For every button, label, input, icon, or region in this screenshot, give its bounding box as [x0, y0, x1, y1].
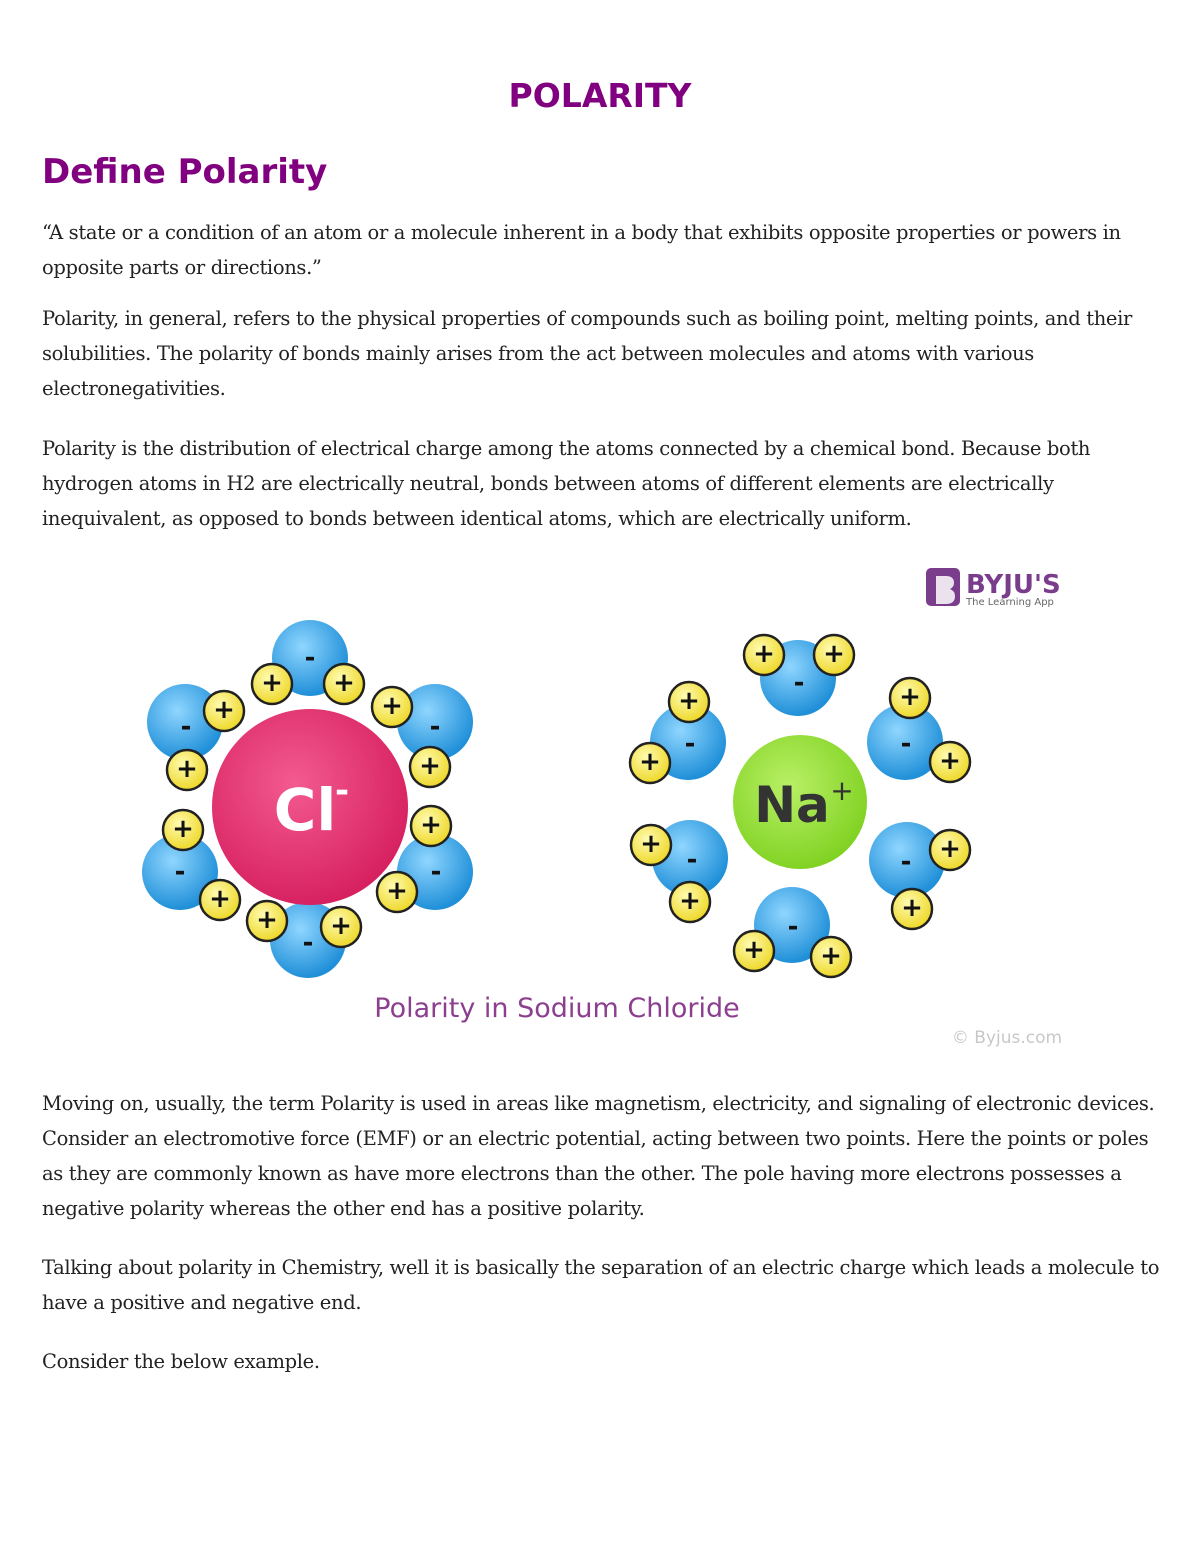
paragraph-chemistry: Talking about polarity in Chemistry, well it is basically the separation of an electric charge which leads a molecule to have a positive and negative end. — [42, 1256, 1160, 1314]
water-molecule — [631, 820, 728, 922]
minus-sign: - — [429, 712, 441, 742]
plus-sign: + — [939, 834, 961, 864]
plus-sign: + — [678, 686, 700, 716]
plus-sign: + — [419, 751, 441, 781]
paragraph-distribution: Polarity is the distribution of electrical charge among the atoms connected by a chemical bond. Because both hydrogen atoms in H2 are electrically neutral, bonds between atoms of different elements are electrically inequivalent, as opposed to bonds between identical atoms, which are electrically uniform. — [42, 437, 1091, 530]
minus-sign: - — [686, 845, 698, 875]
plus-sign: + — [743, 935, 765, 965]
water-molecule — [734, 887, 851, 977]
figure-caption: Polarity in Sodium Chloride — [374, 993, 740, 1024]
minus-sign: - — [787, 912, 799, 942]
minus-sign: - — [304, 643, 316, 673]
sodium-charge: + — [830, 774, 854, 807]
plus-sign: + — [899, 682, 921, 712]
plus-sign: + — [209, 884, 231, 914]
plus-sign: + — [256, 905, 278, 935]
plus-sign: + — [213, 695, 235, 725]
water-molecule — [252, 620, 364, 704]
minus-sign: - — [180, 712, 192, 742]
water-molecule — [744, 635, 854, 716]
logo-tagline: The Learning App — [966, 597, 1054, 608]
paragraph-general: Polarity, in general, refers to the physical properties of compounds such as boiling point, melting points, and their solubilities. The polarity of bonds mainly arises from the act between molecules and atoms with various electronegativities. — [42, 307, 1132, 400]
minus-sign: - — [900, 847, 912, 877]
water-molecule — [247, 901, 361, 978]
sodium-chloride-figure — [120, 560, 1080, 1060]
plus-sign: + — [386, 876, 408, 906]
page-title: POLARITY — [508, 76, 692, 115]
plus-sign: + — [901, 893, 923, 923]
minus-sign: - — [684, 729, 696, 759]
plus-sign: + — [640, 829, 662, 859]
minus-sign: - — [302, 928, 314, 958]
plus-sign: + — [679, 886, 701, 916]
paragraph-electricity: Moving on, usually, the term Polarity is used in areas like magnetism, electricity, and signaling of electronic devices. Consider an electromotive force (EMF) or an electric potential, acting between two points. Here the points or poles as they are commonly known as have more electrons than the other. The pole having more electrons possesses a negative polarity whereas the other end has a positive polarity. — [42, 1092, 1155, 1220]
figure-watermark: © Byjus.com — [951, 1028, 1063, 1048]
minus-sign: - — [900, 729, 912, 759]
chloride-label: Cl — [273, 776, 337, 844]
section-heading: Define Polarity — [42, 152, 328, 192]
water-molecule — [869, 822, 970, 929]
byjus-logo — [926, 568, 1061, 608]
plus-sign: + — [330, 911, 352, 941]
water-molecule — [867, 678, 970, 782]
chloride-charge: - — [334, 771, 350, 811]
plus-sign: + — [639, 747, 661, 777]
plus-sign: + — [176, 754, 198, 784]
plus-sign: + — [261, 668, 283, 698]
plus-sign: + — [820, 941, 842, 971]
logo-name: BYJU'S — [966, 570, 1061, 600]
plus-sign: + — [823, 639, 845, 669]
definition-quote: “A state or a condition of an atom or a molecule inherent in a body that exhibits opposite properties or powers in opposite parts or directions.” — [42, 221, 1121, 279]
water-molecule — [630, 682, 726, 783]
plus-sign: + — [420, 810, 442, 840]
plus-sign: + — [753, 639, 775, 669]
minus-sign: - — [174, 857, 186, 887]
minus-sign: - — [430, 857, 442, 887]
plus-sign: + — [333, 668, 355, 698]
plus-sign: + — [939, 746, 961, 776]
plus-sign: + — [381, 691, 403, 721]
paragraph-example: Consider the below example. — [42, 1350, 320, 1373]
sodium-label: Na — [754, 776, 830, 834]
minus-sign: - — [793, 668, 805, 698]
plus-sign: + — [172, 814, 194, 844]
